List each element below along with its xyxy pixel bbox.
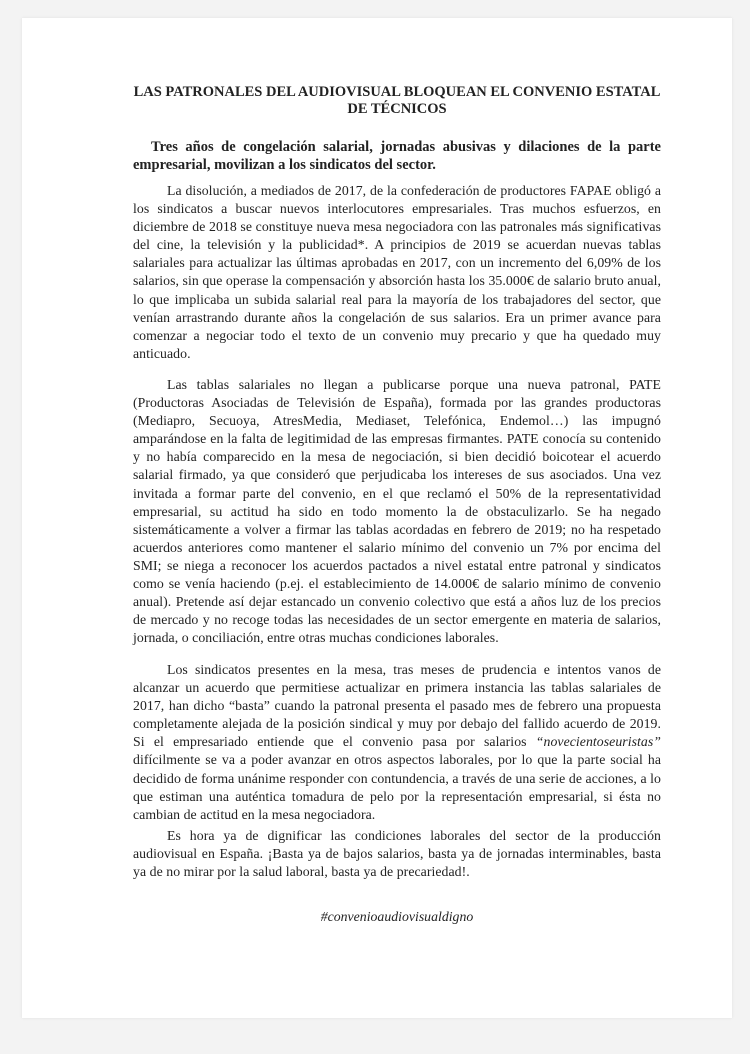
paragraph-sindicatos-text-1: Los sindicatos presentes en la mesa, tras meses de prudencia e intentos vanos de alcanzar un acuerdo que permitiese actualizar en primera instancia las tablas salariales de 2017, han dicho “basta” cuando la patronal presenta el pasado mes de febrero una propuesta completamente alejada de la posición sindical y muy por debajo del fallido acuerdo de 2019. Si el empresariado entiende que el convenio pasa por salarios [133,662,661,750]
paragraph-sindicatos-text-2: difícilmente se va a poder avanzar en otros aspectos laborales, por lo que la parte social ha decidido de forma unánime responder con contundencia, a través de una serie de acciones, a lo que estiman una auténtica tomadura de pelo por la representación empresarial, si ésta no cambian de actitud en la mesa negociadora. [133,752,661,822]
document-page [22,18,732,1018]
paragraph-fapae: La disolución, a mediados de 2017, de la confederación de productores FAPAE obligó a los sindicatos a buscar nuevos interlocutores empresariales. Tras muchos esfuerzos, en diciembre de 2018 se constituye nueva mesa negociadora con las patronales más significativas del cine, la televisión y la publicidad*. A principios de 2019 se acuerdan nuevas tablas salariales para actualizar las últimas aprobadas en 2017, con un incremento del 6,09% de los salarios, sin que operase la compensación y absorción hasta los 35.000€ de salario bruto anual, lo que implicaba un subida salarial real para la mayoría de los trabajadores del sector, que venían arrastrando durante años la congelación de sus salarios. Era un primer avance para comenzar a negociar todo el texto de un convenio muy precario y que ha quedado muy anticuado. [133,183,661,361]
paragraph-sindicatos [133,661,661,824]
document-title: LAS PATRONALES DEL AUDIOVISUAL BLOQUEAN EL CONVENIO ESTATAL DE TÉCNICOS [133,84,661,117]
document-subtitle: Tres años de congelación salarial, jornadas abusivas y dilaciones de la parte empresarial, movilizan a los sindicatos del sector. [133,139,661,173]
paragraph-conclusion: Es hora ya de dignificar las condiciones laborales del sector de la producción audiovisual en España. ¡Basta ya de bajos salarios, basta ya de jornadas interminables, basta ya de no mirar por la salud laboral, basta ya de precariedad!. [133,828,661,880]
hashtag: #convenioaudiovisualdigno [320,909,474,924]
paragraph-pate: Las tablas salariales no llegan a publicarse porque una nueva patronal, PATE (Productoras Asociadas de Televisión de España), formada por las grandes productoras (Mediapro, Secuoya, AtresMedia, Mediaset, Telefónica, Endemol…) las impugnó amparándose en la falta de legitimidad de las empresas firmantes. PATE conocía su contenido y no había comparecido en la mesa de negociación, si bien decidió boicotear el acuerdo salarial firmado, ya que consideró que perjudicaba los intereses de sus asociados. Una vez invitada a formar parte del convenio, en el que reclamó el 50% de la representatividad empresarial, su actitud ha sido en todo momento la de obstaculizarlo. Se ha negado sistemáticamente a volver a firmar las tablas acordadas en febrero de 2019; no ha respetado acuerdos anteriores como mantener el salario mínimo del convenio un 7% por encima del SMI; se niega a reconocer los acuerdos pactados a nivel estatal entre patronal y sindicatos como se venía haciendo (p.ej. el establecimiento de 14.000€ de salario mínimo de convenio anual). Pretende así dejar estancado un convenio colectivo que está a años luz de los precios de mercado y no recoge todas las necesidades de un sector emergente en materia de salarios, jornada, o conciliación, entre otras muchas condiciones laborales. [133,377,661,646]
emphasis-novecientoseuristas: “novecientoseuristas” [535,734,661,750]
